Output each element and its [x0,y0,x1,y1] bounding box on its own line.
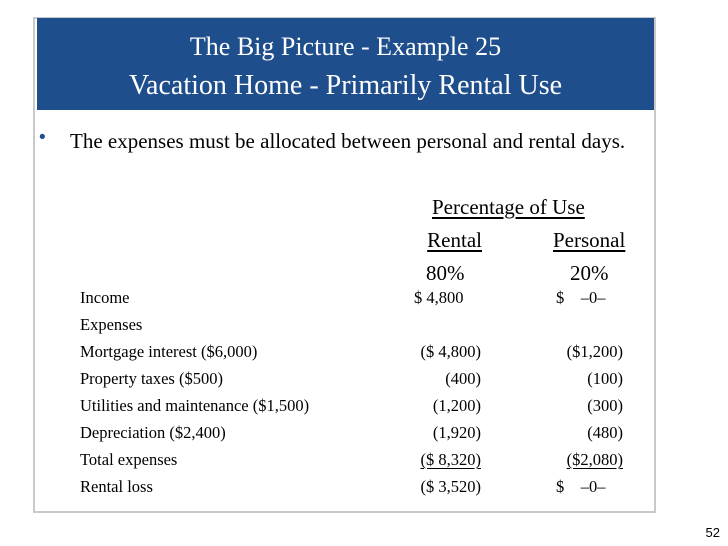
row-personal-mortgage: ($1,200) [566,342,623,361]
row-personal-depreciation: (480) [587,423,623,442]
percentage-of-use-header: Percentage of Use [432,195,585,219]
row-rental-income: $ 4,800 [414,288,464,307]
row-rental-total-expenses: ($ 8,320) [420,450,481,469]
row-rental-property-taxes: (400) [445,369,481,388]
row-label-income: Income [80,288,130,307]
bullet-marker: • [39,127,46,148]
row-label-utilities: Utilities and maintenance ($1,500) [80,396,310,415]
rental-percentage: 80% [426,261,465,285]
row-label-depreciation: Depreciation ($2,400) [80,423,226,442]
row-rental-utilities: (1,200) [432,396,481,415]
intro-text: The expenses must be allocated between personal and rental days. [70,129,626,153]
row-label-mortgage: Mortgage interest ($6,000) [80,342,258,361]
row-label-total-expenses: Total expenses [80,450,178,469]
row-personal-total-expenses: ($2,080) [566,450,623,469]
row-rental-rental-loss: ($ 3,520) [420,477,481,496]
row-personal-property-taxes: (100) [587,369,623,388]
personal-percentage: 20% [570,261,609,285]
page-number: 52 [705,525,720,540]
personal-column-header: Personal [553,228,626,252]
slide-subtitle: Vacation Home - Primarily Rental Use [128,70,563,101]
row-label-expenses: Expenses [80,315,143,334]
row-personal-utilities: (300) [587,396,623,415]
slide-title: The Big Picture - Example 25 [189,32,502,61]
row-rental-depreciation: (1,920) [432,423,481,442]
title-banner [37,18,654,110]
row-personal-rental-loss: $ –0– [556,477,606,496]
row-rental-mortgage: ($ 4,800) [420,342,481,361]
row-personal-income: $ –0– [556,288,606,307]
row-label-rental-loss: Rental loss [80,477,153,496]
rental-column-header: Rental [427,228,482,252]
row-label-property-taxes: Property taxes ($500) [80,369,223,388]
